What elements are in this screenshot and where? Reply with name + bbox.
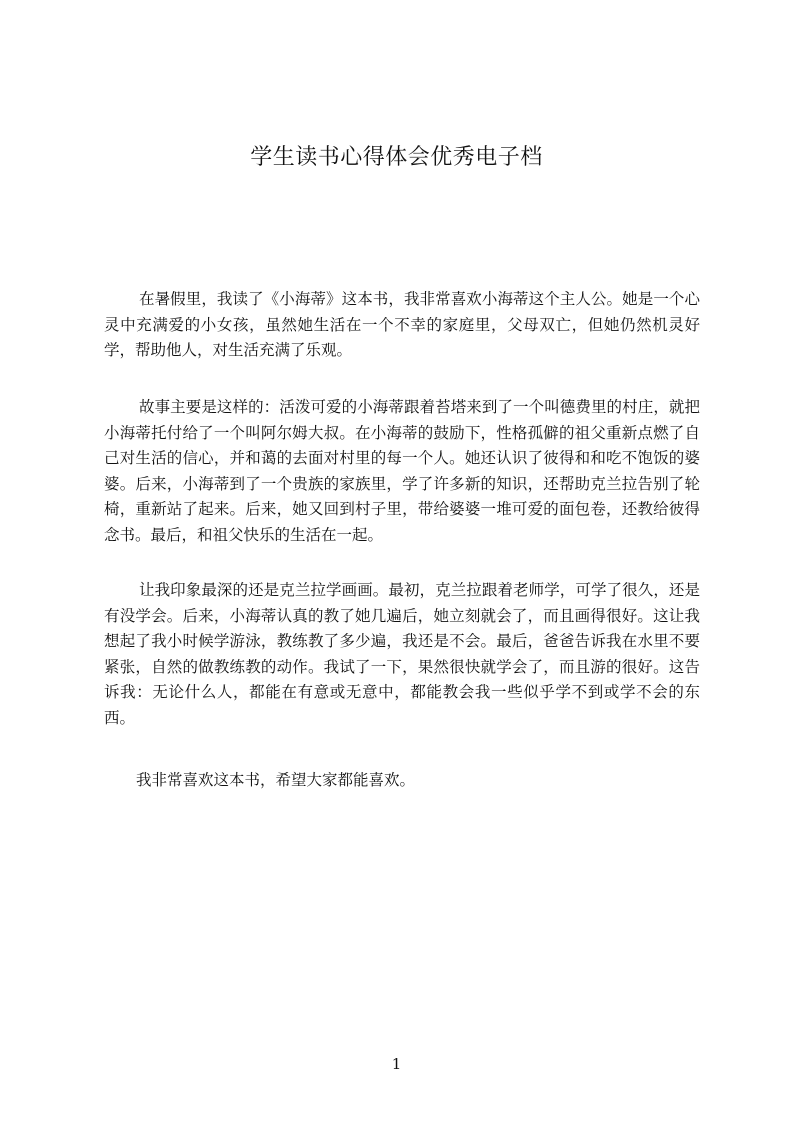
paragraph-story-summary: 故事主要是这样的：活泼可爱的小海蒂跟着苔塔来到了一个叫德费里的村庄，就把小海蒂托付给了一个叫阿尔姆大叔。在小海蒂的鼓励下，性格孤僻的祖父重新点燃了自己对生活的信心，并和蔼的去面对村里的每一个人。她还认识了彼得和和吃不饱饭的婆婆。后来，小海蒂到了一个贵族的家族里，学了许多新的知识，还帮助克兰拉告别了轮椅，重新站了起来。后来，她又回到村子里，带给婆婆一堆可爱的面包卷，还教给彼得念书。最后，和祖父快乐的生活在一起。 <box>104 398 700 544</box>
document-title: 学生读书心得体会优秀电子档 <box>250 145 543 170</box>
paragraph-conclusion: 我非常喜欢这本书，希望大家都能喜欢。 <box>136 771 416 789</box>
page-number: 1 <box>391 1055 402 1073</box>
paragraph-impression: 让我印象最深的还是克兰拉学画画。最初，克兰拉跟着老师学，可学了很久，还是有没学会。后来，小海蒂认真的教了她几遍后，她立刻就会了，而且画得很好。这让我想起了我小时候学游泳，教练教了多少遍，我还是不会。最后，爸爸告诉我在水里不要紧张，自然的做教练教的动作。我试了一下，果然很快就学会了，而且游的很好。这告诉我：无论什么人，都能在有意或无意中，都能教会我一些似乎学不到或学不会的东西。 <box>104 581 700 727</box>
paragraph-intro: 在暑假里，我读了《小海蒂》这本书，我非常喜欢小海蒂这个主人公。她是一个心灵中充满爱的小女孩，虽然她生活在一个不幸的家庭里，父母双亡，但她仍然机灵好学，帮助他人，对生活充满了乐观。 <box>104 290 700 359</box>
